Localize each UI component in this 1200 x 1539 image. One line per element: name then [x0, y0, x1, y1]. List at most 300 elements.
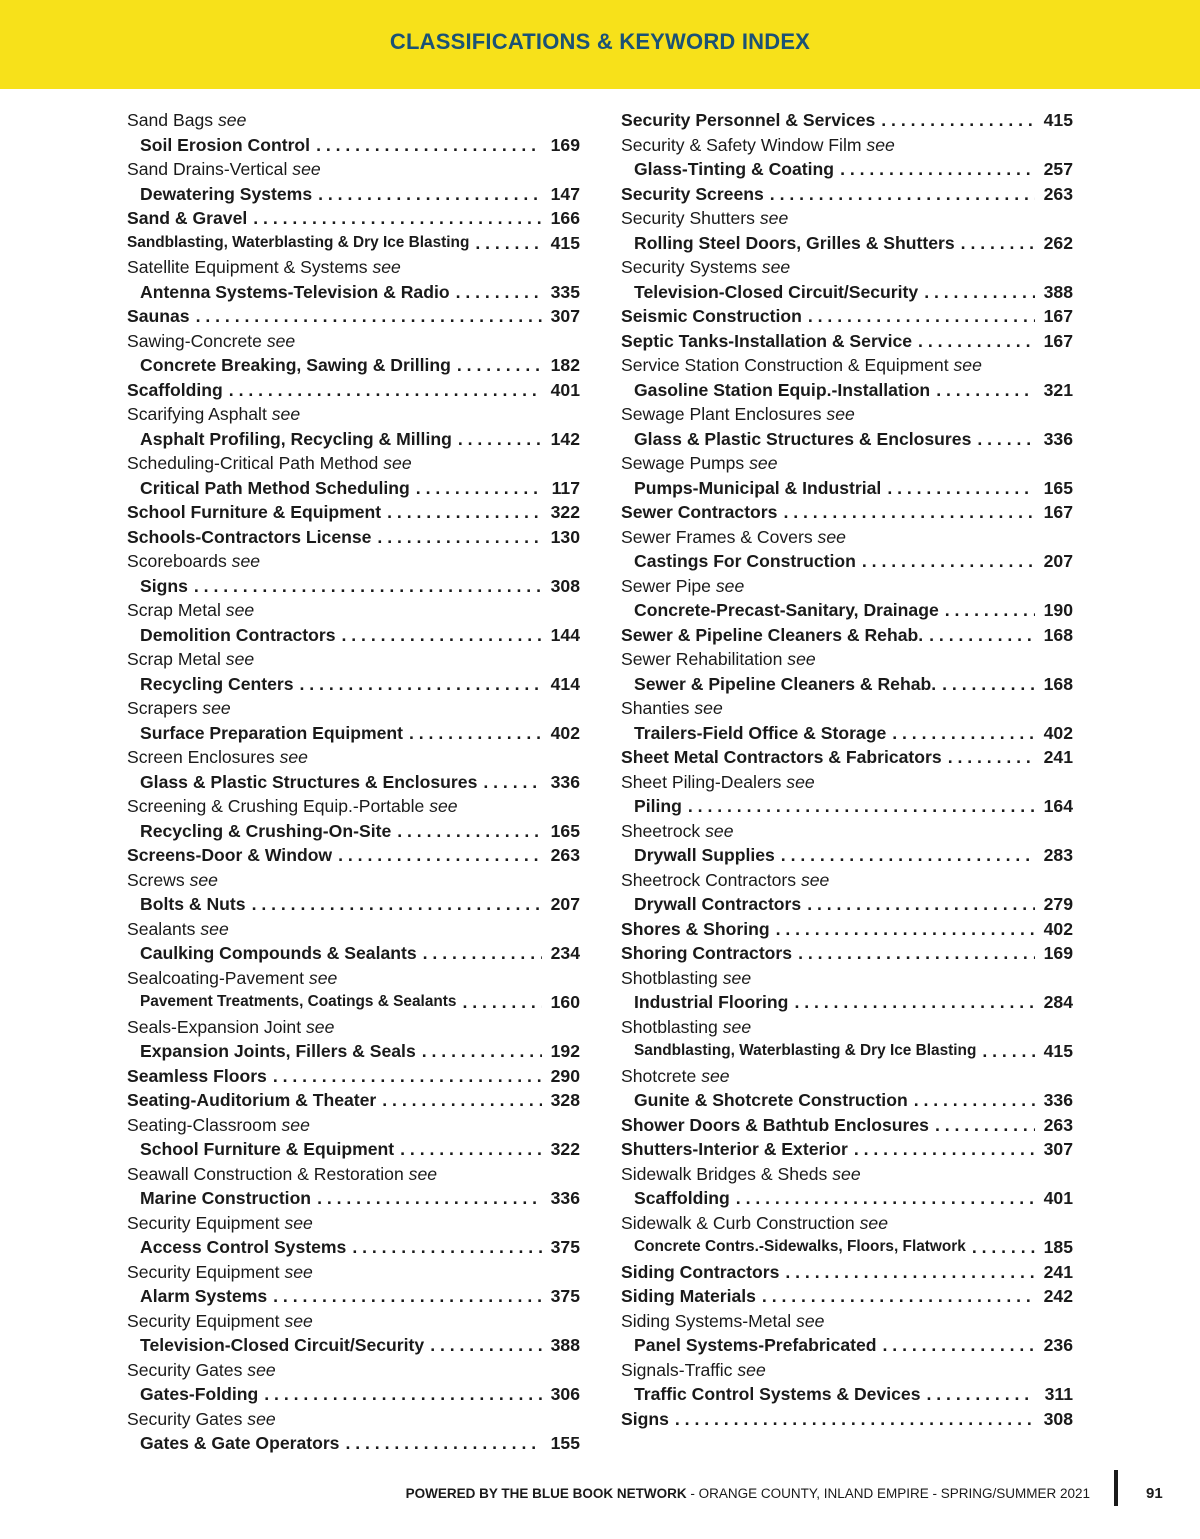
dot-leader: [247, 206, 542, 231]
index-entry: [621, 721, 1073, 746]
index-entry: [621, 378, 1073, 403]
dot-leader: [918, 280, 1035, 305]
dot-leader: [424, 1333, 542, 1358]
entry-label: Drywall Contractors: [634, 894, 802, 914]
see-reference-term: Screen Enclosures: [127, 747, 275, 767]
see-word: see: [761, 257, 791, 277]
see-reference-term: Sand Bags: [127, 110, 214, 130]
entry-page-number: 165: [1043, 477, 1073, 498]
see-reference-term: Sidewalk & Curb Construction: [621, 1212, 855, 1233]
entry-label: Signs: [140, 575, 188, 596]
index-entry: [127, 892, 580, 917]
entry-label: Shoring Contractors: [621, 943, 793, 963]
index-entry: [127, 819, 580, 844]
entry-label: Recycling Centers: [140, 673, 294, 694]
dot-leader: [912, 329, 1035, 354]
see-reference-term: Sealants: [127, 918, 196, 939]
index-entry: [621, 280, 1073, 305]
entry-page-number: 336: [550, 771, 580, 792]
dot-leader: [801, 892, 1035, 917]
see-word: see: [305, 1016, 335, 1037]
entry-page-number: 207: [1043, 551, 1073, 571]
see-reference: [127, 917, 580, 942]
see-reference: [127, 402, 580, 427]
see-word: see: [284, 1212, 313, 1233]
dot-leader: [921, 1382, 1036, 1407]
see-reference-term: Security Equipment: [127, 1261, 280, 1282]
entry-label: Siding Contractors: [621, 1261, 780, 1282]
entry-page-number: 241: [1043, 747, 1073, 767]
entry-page-number: 388: [550, 1335, 580, 1355]
see-reference-term: Security Systems: [621, 257, 757, 277]
entry-page-number: 167: [1043, 330, 1073, 351]
see-reference: [621, 402, 1073, 427]
see-word: see: [701, 1065, 730, 1086]
dot-leader: [777, 500, 1035, 525]
index-entry: [127, 304, 580, 329]
entry-label: Sewer Contractors: [621, 502, 778, 522]
dot-leader: [936, 672, 1035, 697]
see-reference-term: Sheet Piling-Dealers: [621, 771, 782, 792]
entry-label: Signs: [621, 1408, 669, 1429]
entry-label: Access Control Systems: [140, 1237, 347, 1257]
entry-label: Glass-Tinting & Coating: [634, 159, 835, 179]
entry-page-number: 142: [550, 428, 580, 449]
index-entry: [621, 329, 1073, 354]
see-reference: [621, 647, 1073, 672]
see-word: see: [705, 820, 734, 841]
entry-label: Bolts & Nuts: [140, 894, 246, 914]
see-reference-term: Scrap Metal: [127, 649, 221, 669]
see-word: see: [225, 600, 255, 620]
see-reference: [127, 794, 580, 819]
see-word: see: [715, 575, 745, 596]
index-entry: [621, 990, 1073, 1015]
see-reference: [621, 1211, 1073, 1236]
dot-leader: [877, 1333, 1035, 1358]
entry-page-number: 262: [1043, 232, 1073, 253]
index-entry: [621, 500, 1073, 525]
index-entry: [621, 1113, 1073, 1138]
entry-label: School Furniture & Equipment: [140, 1139, 395, 1159]
entry-page-number: 130: [550, 526, 580, 547]
see-reference-term: Sawing-Concrete: [127, 330, 262, 351]
entry-page-number: 322: [550, 502, 580, 522]
entry-label: Saunas: [127, 306, 190, 326]
see-reference-term: Scrapers: [127, 698, 198, 718]
index-entry: [621, 108, 1073, 133]
see-word: see: [383, 453, 412, 473]
index-entry: [127, 1235, 580, 1260]
see-reference: [127, 451, 580, 476]
entry-label: Rolling Steel Doors, Grilles & Shutters: [634, 232, 955, 253]
index-entry: [621, 623, 1073, 648]
see-reference: [621, 1015, 1073, 1040]
dot-leader: [923, 623, 1035, 648]
index-entry: [127, 231, 580, 256]
dot-leader: [834, 157, 1035, 182]
entry-label: Shores & Shoring: [621, 918, 770, 939]
see-reference: [127, 696, 580, 721]
see-word: see: [737, 1359, 766, 1380]
index-entry: [621, 1260, 1073, 1285]
dot-leader: [802, 304, 1035, 329]
entry-label: Alarm Systems: [140, 1286, 268, 1306]
entry-page-number: 308: [1043, 1408, 1073, 1429]
see-word: see: [292, 159, 321, 179]
entry-page-number: 160: [550, 992, 580, 1012]
entry-page-number: 185: [1043, 1237, 1073, 1257]
entry-page-number: 336: [1043, 1090, 1073, 1110]
entry-page-number: 241: [1043, 1261, 1073, 1282]
entry-label: Shower Doors & Bathtub Enclosures: [621, 1114, 929, 1135]
entry-page-number: 242: [1043, 1286, 1073, 1306]
see-reference-term: Shotblasting: [621, 967, 718, 988]
entry-label: Marine Construction: [140, 1188, 312, 1208]
dot-leader: [332, 843, 542, 868]
index-entry: [621, 1137, 1073, 1162]
entry-label: Siding Materials: [621, 1286, 756, 1306]
entry-label: School Furniture & Equipment: [127, 502, 382, 522]
see-reference: [621, 451, 1073, 476]
see-reference: [621, 966, 1073, 991]
dot-leader: [788, 990, 1035, 1015]
entry-page-number: 167: [1043, 306, 1073, 326]
see-word: see: [722, 967, 752, 988]
index-column-right: [621, 108, 1073, 1431]
see-reference: [127, 549, 580, 574]
index-entry: [127, 1431, 580, 1456]
see-reference: [621, 255, 1073, 280]
dot-leader: [336, 623, 543, 648]
entry-label: Soil Erosion Control: [140, 134, 311, 155]
entry-page-number: 308: [550, 575, 580, 596]
entry-page-number: 375: [550, 1237, 580, 1257]
page-footer: [0, 1484, 1200, 1504]
see-reference-term: Sewer Frames & Covers: [621, 526, 813, 547]
entry-label: Scaffolding: [634, 1188, 730, 1208]
dot-leader: [246, 892, 542, 917]
index-entry: [127, 623, 580, 648]
see-word: see: [953, 355, 982, 375]
see-reference: [621, 353, 1073, 378]
see-reference-term: Security Gates: [127, 1359, 243, 1380]
entry-label: Pavement Treatments, Coatings & Sealants: [140, 993, 457, 1010]
index-entry: [127, 525, 580, 550]
dot-leader: [391, 819, 542, 844]
entry-label: Gunite & Shotcrete Construction: [634, 1090, 908, 1110]
see-reference: [127, 1358, 580, 1383]
entry-page-number: 279: [1043, 894, 1073, 914]
see-word: see: [308, 967, 338, 988]
dot-leader: [682, 794, 1035, 819]
dot-leader: [477, 770, 542, 795]
entry-page-number: 155: [550, 1433, 580, 1453]
dot-leader: [881, 476, 1035, 501]
index-entry: [127, 500, 580, 525]
entry-page-number: 388: [1043, 281, 1073, 302]
entry-page-number: 144: [550, 624, 580, 645]
dot-leader: [779, 1260, 1035, 1285]
index-entry: [621, 427, 1073, 452]
see-reference-term: Scarifying Asphalt: [127, 404, 267, 424]
entry-label: Drywall Supplies: [634, 845, 775, 865]
entry-page-number: 168: [1043, 624, 1073, 645]
entry-label: Shutters-Interior & Exterior: [621, 1139, 848, 1159]
dot-leader: [792, 941, 1035, 966]
index-entry: [621, 304, 1073, 329]
entry-page-number: 335: [550, 281, 580, 302]
entry-label: Sewer & Pipeline Cleaners & Rehab.: [634, 673, 937, 694]
page-number: 91: [1146, 1485, 1163, 1502]
index-entry: [127, 353, 580, 378]
see-reference-term: Shotblasting: [621, 1016, 718, 1037]
see-reference: [621, 1162, 1073, 1187]
see-reference: [127, 1309, 580, 1334]
see-reference: [127, 1113, 580, 1138]
index-entry: [127, 133, 580, 158]
entry-label: Gates & Gate Operators: [140, 1433, 340, 1453]
dot-leader: [764, 182, 1035, 207]
index-column-left: [127, 108, 580, 1456]
footer-edition: - ORANGE COUNTY, INLAND EMPIRE - SPRING/SUMMER 2021: [686, 1486, 1090, 1501]
see-reference-term: Satellite Equipment & Systems: [127, 257, 368, 277]
dot-leader: [875, 108, 1035, 133]
dot-leader: [976, 1039, 1035, 1064]
entry-label: Security Screens: [621, 183, 764, 204]
entry-label: Gasoline Station Equip.-Installation: [634, 379, 931, 400]
see-reference: [621, 133, 1073, 158]
entry-page-number: 415: [1043, 1041, 1073, 1061]
see-word: see: [281, 1114, 310, 1135]
see-word: see: [786, 771, 815, 792]
entry-label: Television-Closed Circuit/Security: [634, 281, 919, 302]
see-word: see: [800, 869, 830, 890]
entry-page-number: 402: [550, 722, 580, 743]
index-entry: [621, 1039, 1073, 1064]
entry-page-number: 414: [550, 673, 580, 694]
see-word: see: [247, 1359, 276, 1380]
dot-leader: [469, 231, 542, 256]
see-reference: [127, 1211, 580, 1236]
entry-page-number: 307: [1043, 1139, 1073, 1159]
header-banner: [0, 0, 1200, 89]
dot-leader: [223, 378, 542, 403]
see-reference-term: Sewage Pumps: [621, 453, 745, 473]
entry-page-number: 257: [1043, 159, 1073, 179]
dot-leader: [942, 745, 1035, 770]
dot-leader: [267, 1064, 542, 1089]
see-word: see: [832, 1163, 861, 1184]
entry-page-number: 415: [550, 232, 580, 253]
entry-label: Traffic Control Systems & Devices: [634, 1384, 921, 1404]
see-reference: [127, 329, 580, 354]
see-reference-term: Scheduling-Critical Path Method: [127, 453, 379, 473]
index-entry: [127, 1284, 580, 1309]
entry-label: Sheet Metal Contractors & Fabricators: [621, 747, 942, 767]
index-entry: [127, 1039, 580, 1064]
entry-label: Sand & Gravel: [127, 208, 248, 228]
dot-leader: [886, 721, 1035, 746]
entry-label: Critical Path Method Scheduling: [140, 477, 410, 498]
see-reference-term: Shanties: [621, 698, 690, 718]
entry-page-number: 166: [550, 208, 580, 228]
see-reference-term: Security & Safety Window Film: [621, 134, 862, 155]
entry-label: Seating-Auditorium & Theater: [127, 1090, 377, 1110]
see-reference: [127, 966, 580, 991]
index-entry: [621, 745, 1073, 770]
see-reference-term: Security Equipment: [127, 1212, 280, 1233]
dot-leader: [452, 427, 542, 452]
index-entry: [127, 843, 580, 868]
dot-leader: [450, 280, 542, 305]
entry-label: Dewatering Systems: [140, 183, 313, 204]
index-entry: [127, 574, 580, 599]
entry-label: Trailers-Field Office & Storage: [634, 722, 887, 743]
see-word: see: [202, 698, 231, 718]
dot-leader: [930, 378, 1035, 403]
see-word: see: [694, 698, 723, 718]
entry-label: Castings For Construction: [634, 551, 856, 571]
see-reference: [127, 1162, 580, 1187]
see-reference: [621, 1309, 1073, 1334]
entry-page-number: 164: [1043, 796, 1073, 816]
entry-label: Security Personnel & Services: [621, 110, 876, 130]
index-entry: [127, 990, 580, 1015]
dot-leader: [381, 500, 542, 525]
entry-page-number: 401: [550, 379, 580, 400]
entry-page-number: 290: [550, 1065, 580, 1086]
entry-label: Scaffolding: [127, 379, 223, 400]
see-reference: [621, 525, 1073, 550]
see-word: see: [796, 1310, 825, 1331]
dot-leader: [929, 1113, 1035, 1138]
entry-page-number: 234: [550, 943, 580, 963]
dot-leader: [339, 1431, 542, 1456]
entry-label: Demolition Contractors: [140, 624, 336, 645]
see-word: see: [189, 869, 218, 890]
dot-leader: [376, 1088, 542, 1113]
dot-leader: [403, 721, 542, 746]
index-entry: [621, 1088, 1073, 1113]
index-entry: [621, 157, 1073, 182]
entry-label: Pumps-Municipal & Industrial: [634, 477, 882, 498]
entry-label: Septic Tanks-Installation & Service: [621, 330, 913, 351]
entry-page-number: 328: [550, 1090, 580, 1110]
see-word: see: [271, 404, 301, 424]
entry-label: Screens-Door & Window: [127, 845, 333, 865]
index-entry: [127, 378, 580, 403]
see-reference: [127, 868, 580, 893]
see-reference: [127, 1260, 580, 1285]
dot-leader: [188, 574, 542, 599]
page-title: CLASSIFICATIONS & KEYWORD INDEX: [389, 28, 811, 54]
entry-page-number: 190: [1043, 600, 1073, 620]
entry-label: Sewer & Pipeline Cleaners & Rehab.: [621, 624, 924, 645]
entry-label: Panel Systems-Prefabricated: [634, 1335, 877, 1355]
see-reference-term: Sidewalk Bridges & Sheds: [621, 1163, 828, 1184]
index-entry: [621, 1382, 1073, 1407]
dot-leader: [669, 1407, 1035, 1432]
index-entry: [621, 1333, 1073, 1358]
see-word: see: [372, 257, 401, 277]
entry-page-number: 336: [1043, 428, 1073, 449]
index-entry: [127, 1186, 580, 1211]
index-entry: [621, 476, 1073, 501]
dot-leader: [311, 1186, 542, 1211]
entry-page-number: 169: [1043, 943, 1073, 963]
entry-label: Sandblasting, Waterblasting & Dry Ice Blasting: [634, 1042, 977, 1059]
dot-leader: [371, 525, 542, 550]
see-word: see: [266, 330, 296, 351]
see-reference-term: Scrap Metal: [127, 600, 221, 620]
entry-page-number: 311: [1044, 1384, 1073, 1404]
see-reference: [127, 1015, 580, 1040]
see-reference: [127, 255, 580, 280]
index-entry: [127, 941, 580, 966]
index-entry: [127, 1064, 580, 1089]
see-reference-term: Sewer Pipe: [621, 575, 711, 596]
entry-page-number: 236: [1043, 1335, 1073, 1355]
entry-label: Seismic Construction: [621, 306, 802, 326]
dot-leader: [848, 1137, 1035, 1162]
index-entry: [621, 794, 1073, 819]
index-entry: [621, 1284, 1073, 1309]
entry-page-number: 165: [550, 820, 580, 841]
index-entry: [621, 1186, 1073, 1211]
entry-label: Caulking Compounds & Sealants: [140, 943, 417, 963]
entry-label: Asphalt Profiling, Recycling & Milling: [140, 428, 452, 449]
see-reference: [621, 696, 1073, 721]
entry-label: Television-Closed Circuit/Security: [140, 1335, 425, 1355]
see-word: see: [247, 1408, 276, 1429]
dot-leader: [456, 990, 542, 1015]
entry-page-number: 147: [550, 183, 580, 204]
index-entry: [127, 206, 580, 231]
see-reference: [127, 745, 580, 770]
see-reference: [127, 598, 580, 623]
see-word: see: [231, 551, 261, 571]
see-reference: [621, 1358, 1073, 1383]
entry-page-number: 263: [1043, 1114, 1073, 1135]
see-reference-term: Screening & Crushing Equip.-Portable: [127, 796, 425, 816]
entry-label: Schools-Contractors License: [127, 526, 372, 547]
index-entry: [621, 231, 1073, 256]
dot-leader: [410, 476, 542, 501]
dot-leader: [258, 1382, 542, 1407]
dot-leader: [955, 231, 1035, 256]
index-entry: [621, 549, 1073, 574]
entry-label: Recycling & Crushing-On-Site: [140, 820, 392, 841]
entry-page-number: 263: [550, 845, 580, 865]
dot-leader: [312, 182, 542, 207]
index-entry: [621, 672, 1073, 697]
see-reference-term: Seating-Classroom: [127, 1114, 277, 1135]
see-reference-term: Security Equipment: [127, 1310, 280, 1331]
see-word: see: [284, 1261, 313, 1282]
see-reference-term: Sheetrock: [621, 820, 701, 841]
entry-page-number: 167: [1043, 502, 1073, 522]
dot-leader: [856, 549, 1035, 574]
index-entry: [127, 1333, 580, 1358]
see-reference-term: Shotcrete: [621, 1065, 697, 1086]
see-reference: [127, 647, 580, 672]
entry-page-number: 336: [550, 1188, 580, 1208]
entry-page-number: 375: [550, 1286, 580, 1306]
entry-page-number: 306: [550, 1384, 580, 1404]
see-reference-term: Service Station Construction & Equipment: [621, 355, 949, 375]
entry-label: Industrial Flooring: [634, 992, 789, 1012]
